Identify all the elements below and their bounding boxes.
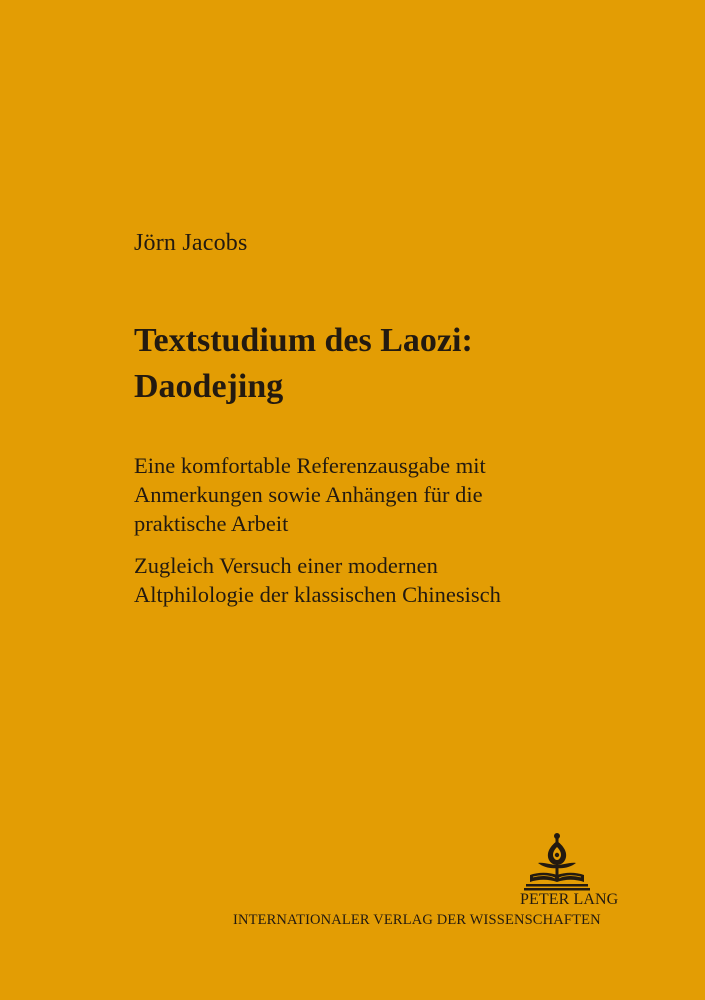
book-subtitle	[134, 451, 486, 538]
subtitle-line: Altphilologie der klassischen Chinesisch	[134, 582, 501, 607]
author-name: Jörn Jacobs	[134, 230, 248, 256]
book-secondary-subtitle	[134, 551, 501, 609]
publisher-name: PETER LANG	[520, 891, 619, 908]
subtitle-line: Eine komfortable Referenzausgabe mit	[134, 453, 486, 478]
book-title-line: Daodejing	[134, 368, 284, 405]
subtitle-line: praktische Arbeit	[134, 511, 289, 536]
publisher-tagline: INTERNATIONALER VERLAG DER WISSENSCHAFTEN	[233, 912, 601, 928]
peter-lang-logo-icon	[522, 832, 592, 892]
book-title	[134, 318, 473, 410]
book-title-line: Textstudium des Laozi:	[134, 322, 473, 359]
subtitle-line: Anmerkungen sowie Anhängen für die	[134, 482, 483, 507]
subtitle-line: Zugleich Versuch einer modernen	[134, 553, 438, 578]
